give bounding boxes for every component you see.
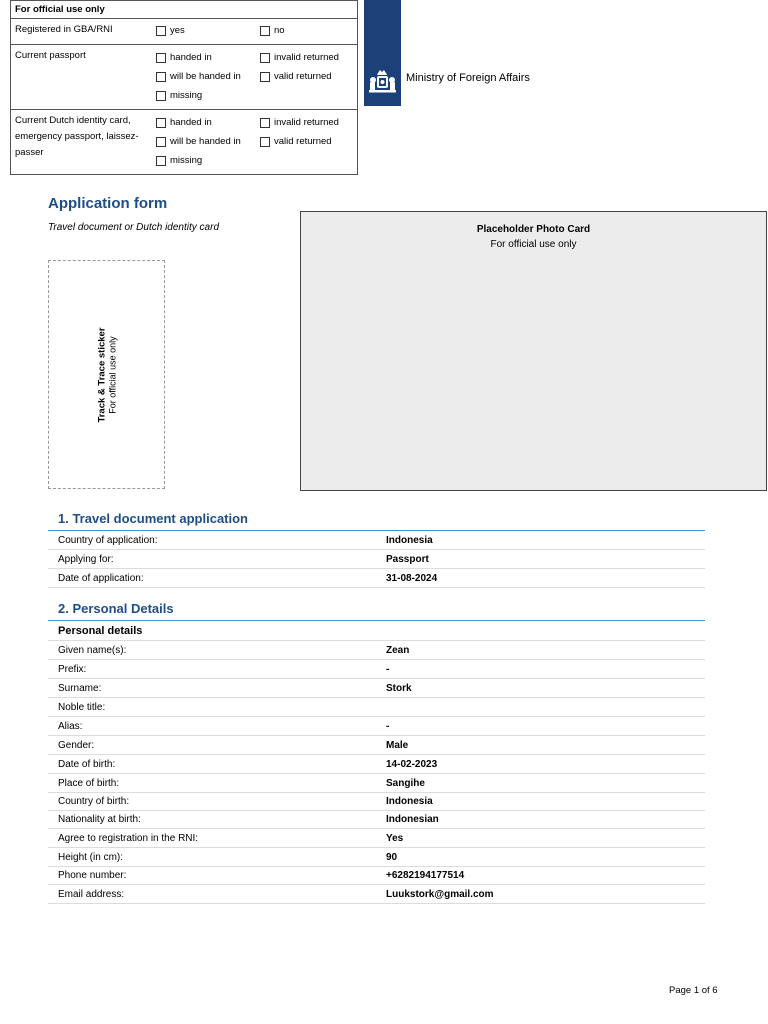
checkbox-id-valid-returned[interactable]: valid returned bbox=[260, 136, 332, 147]
field-label: Alias: bbox=[58, 721, 83, 732]
official-row-label: Current passport bbox=[15, 50, 86, 61]
official-row-registered bbox=[11, 19, 357, 45]
checkbox-icon[interactable] bbox=[260, 137, 270, 147]
field-label: Nationality at birth: bbox=[58, 814, 141, 825]
data-row bbox=[48, 829, 705, 848]
data-row bbox=[48, 792, 705, 811]
checkbox-id-handed-in[interactable]: handed in bbox=[156, 117, 212, 128]
data-row bbox=[48, 810, 705, 829]
field-value: 14-02-2023 bbox=[386, 759, 438, 770]
field-label: Prefix: bbox=[58, 664, 87, 675]
data-row bbox=[48, 569, 705, 588]
official-use-header: For official use only bbox=[11, 1, 357, 19]
field-label: Noble title: bbox=[58, 702, 106, 713]
sticker-label bbox=[96, 327, 117, 422]
data-row bbox=[48, 736, 705, 755]
ministry-name: Ministry of Foreign Affairs bbox=[406, 72, 530, 84]
field-label: Given name(s): bbox=[58, 645, 127, 656]
field-value: Indonesian bbox=[386, 814, 439, 825]
personal-details-subheading bbox=[48, 622, 705, 641]
checkbox-icon[interactable] bbox=[156, 118, 166, 128]
field-label: Date of application: bbox=[58, 573, 144, 584]
field-value: Stork bbox=[386, 683, 412, 694]
checkbox-id-will-be-handed-in[interactable]: will be handed in bbox=[156, 136, 241, 147]
subheading-text: Personal details bbox=[58, 625, 143, 637]
field-value: Indonesia bbox=[386, 535, 433, 546]
official-use-table bbox=[10, 0, 358, 175]
checkbox-icon[interactable] bbox=[260, 72, 270, 82]
official-row-identity-card bbox=[11, 110, 357, 174]
photo-subtitle: For official use only bbox=[490, 239, 577, 250]
field-value: Yes bbox=[386, 833, 404, 844]
checkbox-id-invalid-returned[interactable]: invalid returned bbox=[260, 117, 339, 128]
checkbox-registered-yes[interactable]: yes bbox=[156, 25, 185, 36]
checkbox-passport-missing[interactable]: missing bbox=[156, 90, 202, 101]
checkbox-icon[interactable] bbox=[260, 26, 270, 36]
field-label: Date of birth: bbox=[58, 759, 116, 770]
checkbox-passport-will-be-handed-in[interactable]: will be handed in bbox=[156, 71, 241, 82]
field-value: +6282194177514 bbox=[386, 870, 465, 881]
field-label: Gender: bbox=[58, 740, 95, 751]
field-label: Agree to registration in the RNI: bbox=[58, 833, 199, 844]
sticker-title: Track & Trace sticker bbox=[96, 326, 107, 423]
coat-of-arms-icon bbox=[364, 0, 401, 106]
data-row bbox=[48, 755, 705, 774]
page-title: Application form bbox=[48, 195, 168, 212]
data-row bbox=[48, 660, 705, 679]
checkbox-icon[interactable] bbox=[156, 26, 166, 36]
data-row bbox=[48, 531, 705, 550]
checkbox-passport-valid-returned[interactable]: valid returned bbox=[260, 71, 332, 82]
section-title-travel-document: 1. Travel document application bbox=[58, 511, 248, 526]
field-value: Luukstork@gmail.com bbox=[386, 889, 494, 900]
checkbox-icon[interactable] bbox=[260, 118, 270, 128]
field-label: Place of birth: bbox=[58, 778, 120, 789]
field-label: Country of birth: bbox=[58, 796, 130, 807]
official-row-passport bbox=[11, 45, 357, 110]
data-row bbox=[48, 848, 705, 867]
photo-placeholder bbox=[300, 211, 767, 491]
field-value: Indonesia bbox=[386, 796, 433, 807]
checkbox-id-missing[interactable]: missing bbox=[156, 155, 202, 166]
field-value: Male bbox=[386, 740, 409, 751]
field-value: Sangihe bbox=[386, 778, 425, 789]
section-title-personal-details: 2. Personal Details bbox=[58, 601, 174, 616]
data-row bbox=[48, 641, 705, 660]
checkbox-icon[interactable] bbox=[260, 53, 270, 63]
page-subtitle: Travel document or Dutch identity card bbox=[48, 222, 220, 233]
checkbox-registered-no[interactable]: no bbox=[260, 25, 285, 36]
data-row bbox=[48, 679, 705, 698]
checkbox-passport-handed-in[interactable]: handed in bbox=[156, 52, 212, 63]
data-row bbox=[48, 698, 705, 717]
field-label: Country of application: bbox=[58, 535, 158, 546]
photo-title: Placeholder Photo Card bbox=[476, 224, 591, 235]
data-row bbox=[48, 550, 705, 569]
field-value: Zean bbox=[386, 645, 410, 656]
field-label: Email address: bbox=[58, 889, 125, 900]
checkbox-icon[interactable] bbox=[156, 72, 166, 82]
field-value: 90 bbox=[386, 852, 398, 863]
data-row bbox=[48, 885, 705, 904]
official-row-label: Registered in GBA/RNI bbox=[15, 24, 113, 35]
field-label: Applying for: bbox=[58, 554, 114, 565]
ministry-logo-bar bbox=[364, 0, 401, 106]
page-number: Page 1 of 6 bbox=[669, 985, 718, 996]
field-value: 31-08-2024 bbox=[386, 573, 438, 584]
checkbox-passport-invalid-returned[interactable]: invalid returned bbox=[260, 52, 339, 63]
field-label: Surname: bbox=[58, 683, 102, 694]
field-label: Height (in cm): bbox=[58, 852, 124, 863]
track-trace-sticker-area bbox=[48, 260, 165, 489]
data-row bbox=[48, 866, 705, 885]
field-value: - bbox=[386, 721, 390, 732]
field-value: Passport bbox=[386, 554, 429, 565]
data-row bbox=[48, 717, 705, 736]
official-row-label: Current Dutch identity card, emergency passport, laissez-passer bbox=[15, 115, 139, 158]
checkbox-icon[interactable] bbox=[156, 137, 166, 147]
field-value: - bbox=[386, 664, 390, 675]
checkbox-icon[interactable] bbox=[156, 91, 166, 101]
field-label: Phone number: bbox=[58, 870, 127, 881]
section-divider bbox=[48, 620, 705, 621]
sticker-subtitle: For official use only bbox=[107, 335, 117, 414]
data-row bbox=[48, 774, 705, 793]
checkbox-icon[interactable] bbox=[156, 53, 166, 63]
checkbox-icon[interactable] bbox=[156, 156, 166, 166]
